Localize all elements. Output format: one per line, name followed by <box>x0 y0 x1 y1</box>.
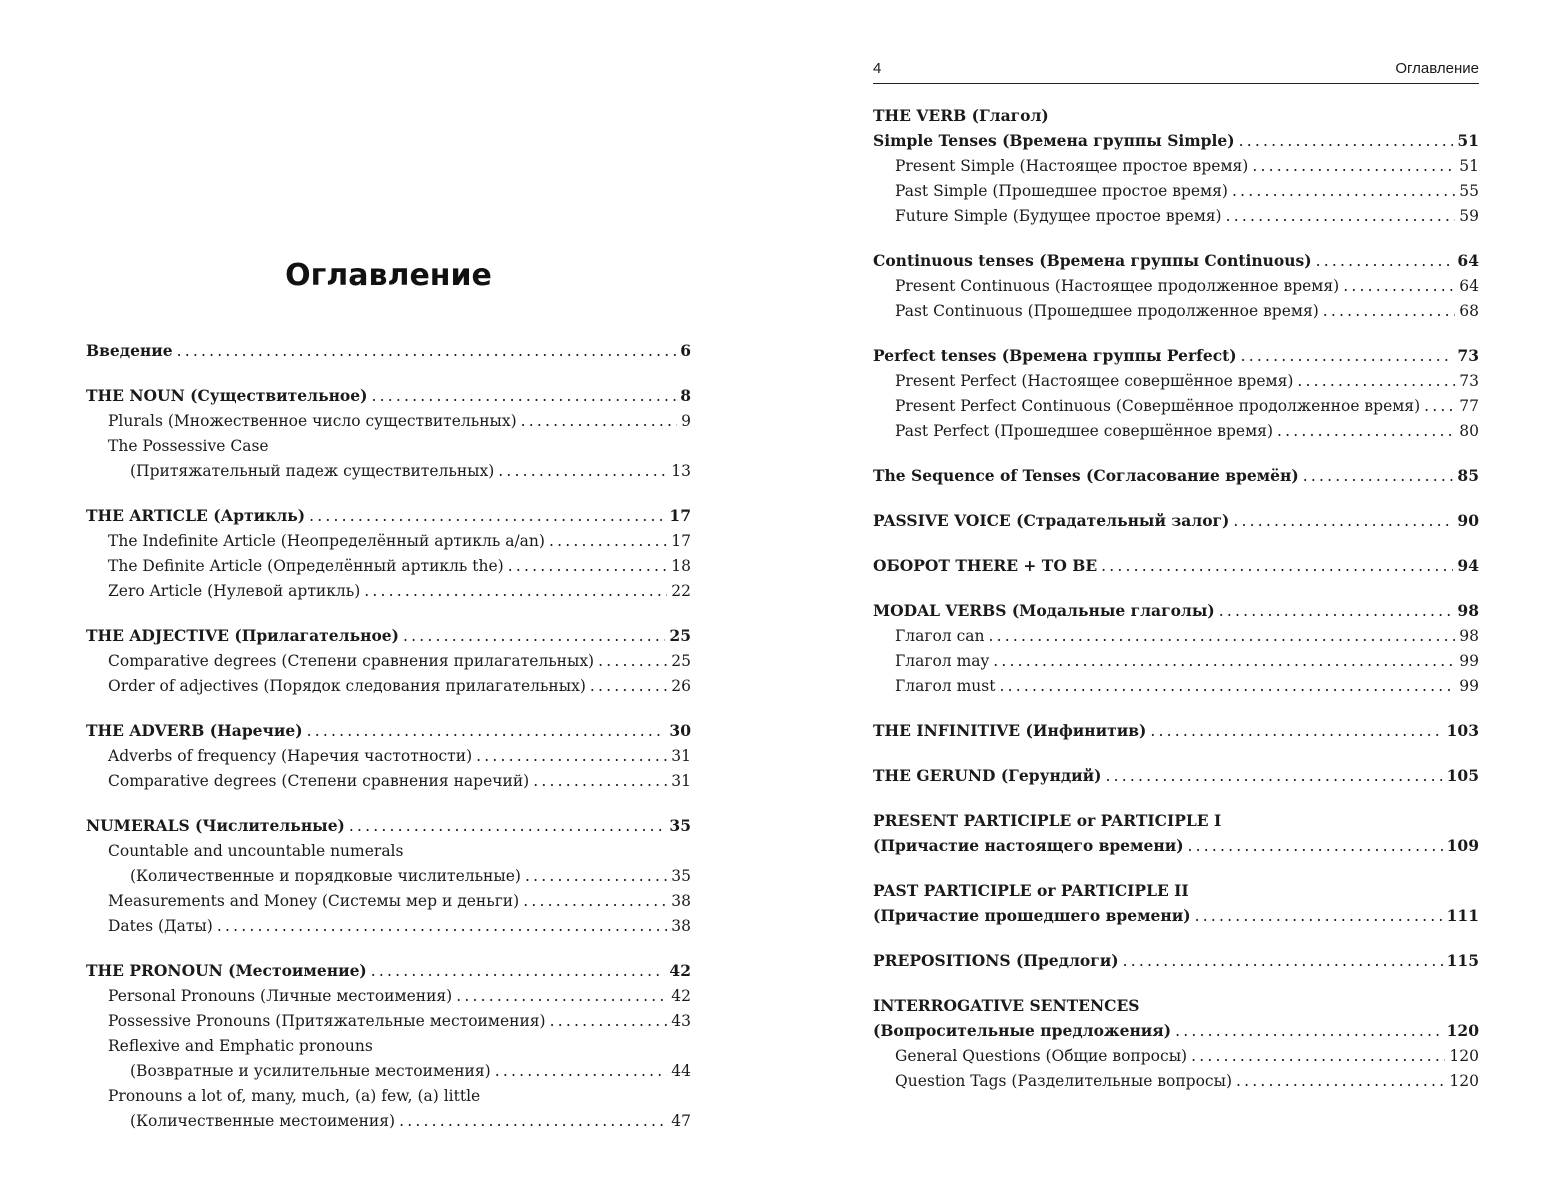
dot-leader <box>550 1009 668 1034</box>
toc-entry-label: Continuous tenses (Времена группы Continuous) <box>873 251 1312 270</box>
dot-leader <box>523 889 667 914</box>
toc-page-number: 115 <box>1446 951 1479 970</box>
toc-entry-label: PRESENT PARTICIPLE or PARTICIPLE I <box>873 811 1222 830</box>
toc-entry-label: Order of adjectives (Порядок следования прилагательных) <box>108 677 586 695</box>
toc-entry[interactable] <box>86 1034 691 1059</box>
toc-list-left <box>86 338 691 1134</box>
toc-page-number: 103 <box>1446 721 1479 740</box>
toc-section[interactable] <box>86 383 691 409</box>
dot-leader <box>456 984 667 1009</box>
toc-page-number: 64 <box>1459 277 1479 295</box>
toc-entry[interactable] <box>86 434 691 459</box>
toc-entry-label: Comparative degrees (Степени сравнения наречий) <box>108 772 530 790</box>
dot-leader <box>1123 949 1443 974</box>
toc-page-number: 111 <box>1446 906 1479 925</box>
toc-page-number: 109 <box>1446 836 1479 855</box>
toc-page-number: 13 <box>671 462 691 480</box>
toc-entry-label: PAST PARTICIPLE or PARTICIPLE II <box>873 881 1189 900</box>
dot-leader <box>1188 834 1443 859</box>
dot-leader <box>1343 274 1455 299</box>
section-gap <box>873 324 1479 343</box>
dot-leader <box>1239 129 1454 154</box>
dot-leader <box>549 529 667 554</box>
toc-section[interactable] <box>873 1018 1479 1044</box>
toc-page-number: 105 <box>1446 766 1479 785</box>
toc-entry-label: Zero Article (Нулевой артикль) <box>108 582 361 600</box>
section-gap <box>873 534 1479 553</box>
toc-entry-label: Reflexive and Emphatic pronouns <box>108 1037 373 1055</box>
dot-leader <box>309 504 665 529</box>
toc-entry[interactable] <box>86 914 691 939</box>
toc-entry-label: THE NOUN (Существительное) <box>86 386 368 405</box>
toc-entry-label: THE PRONOUN (Местоимение) <box>86 961 367 980</box>
dot-leader <box>1233 509 1453 534</box>
dot-leader <box>371 959 666 984</box>
dot-leader <box>1316 249 1454 274</box>
toc-entry-label: The Possessive Case <box>108 437 269 455</box>
toc-entry-label: Plurals (Множественное число существительных) <box>108 412 517 430</box>
dot-leader <box>364 579 667 604</box>
dot-leader <box>495 1059 668 1084</box>
toc-entry[interactable] <box>86 554 691 579</box>
toc-entry-label: Present Continuous (Настоящее продолженное время) <box>895 277 1340 295</box>
dot-leader <box>988 624 1455 649</box>
toc-page-number: 26 <box>671 677 691 695</box>
page-title: Оглавление <box>285 258 492 293</box>
running-title: Оглавление <box>1395 60 1479 77</box>
toc-entry[interactable] <box>873 624 1479 649</box>
section-gap <box>873 229 1479 248</box>
toc-entry[interactable] <box>86 744 691 769</box>
toc-entry-label: Perfect tenses (Времена группы Perfect) <box>873 346 1237 365</box>
toc-entry-label: (Причастие настоящего времени) <box>873 836 1184 855</box>
dot-leader <box>498 459 667 484</box>
dot-leader <box>999 674 1455 699</box>
toc-page-number: 6 <box>680 341 691 360</box>
toc-entry-label: Present Perfect (Настоящее совершённое время) <box>895 372 1294 390</box>
toc-page-number: 31 <box>671 747 691 765</box>
toc-page-number: 55 <box>1459 182 1479 200</box>
dot-leader <box>1191 1044 1445 1069</box>
toc-entry[interactable] <box>86 839 691 864</box>
toc-entry-label: Past Simple (Прошедшее простое время) <box>895 182 1228 200</box>
toc-list-right <box>873 103 1479 1094</box>
dot-leader <box>1106 764 1443 789</box>
toc-entry-label: Future Simple (Будущее простое время) <box>895 207 1222 225</box>
toc-page-number: 73 <box>1459 372 1479 390</box>
dot-leader <box>177 339 677 364</box>
toc-entry-label: MODAL VERBS (Модальные глаголы) <box>873 601 1215 620</box>
dot-leader <box>349 814 666 839</box>
toc-entry[interactable] <box>86 529 691 554</box>
section-gap <box>873 789 1479 808</box>
toc-page-number: 51 <box>1459 157 1479 175</box>
toc-entry[interactable] <box>86 769 691 794</box>
toc-entry-label: Глагол can <box>895 627 985 645</box>
toc-page-number: 120 <box>1449 1072 1479 1090</box>
toc-entry[interactable] <box>86 674 691 699</box>
toc-page-number: 38 <box>671 917 691 935</box>
toc-entry-label: Введение <box>86 341 173 360</box>
toc-section[interactable] <box>86 813 691 839</box>
toc-entry-label: (Притяжательный падеж существительных) <box>130 462 495 480</box>
toc-entry[interactable] <box>873 274 1479 299</box>
dot-leader <box>508 554 668 579</box>
right-page <box>782 0 1564 1201</box>
toc-entry[interactable] <box>873 204 1479 229</box>
toc-entry[interactable] <box>86 579 691 604</box>
toc-entry[interactable] <box>86 459 691 484</box>
toc-entry-label: ОБОРОТ THERE + TO BE <box>873 556 1098 575</box>
toc-page-number: 77 <box>1459 397 1479 415</box>
toc-entry-label: THE GERUND (Герундий) <box>873 766 1102 785</box>
toc-page-number: 120 <box>1449 1047 1479 1065</box>
toc-section[interactable] <box>873 128 1479 154</box>
toc-entry-label: (Возвратные и усилительные местоимения) <box>130 1062 491 1080</box>
running-header <box>873 57 1479 84</box>
toc-page-number: 8 <box>680 386 691 405</box>
toc-page-number: 98 <box>1459 627 1479 645</box>
toc-page-number: 25 <box>669 626 691 645</box>
toc-section[interactable] <box>873 903 1479 929</box>
toc-entry-label: General Questions (Общие вопросы) <box>895 1047 1188 1065</box>
dot-leader <box>598 649 667 674</box>
dot-leader <box>1236 1069 1445 1094</box>
toc-entry[interactable] <box>86 1084 691 1109</box>
toc-entry-label: Глагол may <box>895 652 990 670</box>
toc-entry-label: Question Tags (Разделительные вопросы) <box>895 1072 1232 1090</box>
toc-entry-label: Personal Pronouns (Личные местоимения) <box>108 987 453 1005</box>
dot-leader <box>1303 464 1454 489</box>
toc-entry-label: Present Perfect Continuous (Совершённое продолженное время) <box>895 397 1421 415</box>
toc-entry-label: Past Continuous (Прошедшее продолженное время) <box>895 302 1319 320</box>
toc-page-number: 35 <box>669 816 691 835</box>
toc-page-number: 59 <box>1459 207 1479 225</box>
toc-entry[interactable] <box>873 649 1479 674</box>
section-gap <box>873 444 1479 463</box>
toc-section[interactable] <box>873 833 1479 859</box>
toc-section[interactable] <box>86 503 691 529</box>
toc-entry-label: Глагол must <box>895 677 996 695</box>
toc-entry[interactable] <box>86 984 691 1009</box>
section-gap <box>86 939 691 958</box>
section-gap <box>873 744 1479 763</box>
dot-leader <box>521 409 677 434</box>
section-gap <box>873 489 1479 508</box>
toc-entry-label: Simple Tenses (Времена группы Simple) <box>873 131 1235 150</box>
toc-page-number: 18 <box>671 557 691 575</box>
toc-page-number: 85 <box>1457 466 1479 485</box>
toc-entry[interactable] <box>873 154 1479 179</box>
toc-entry-label: THE INFINITIVE (Инфинитив) <box>873 721 1147 740</box>
toc-entry[interactable] <box>873 419 1479 444</box>
toc-entry-label: INTERROGATIVE SENTENCES <box>873 996 1140 1015</box>
toc-entry[interactable] <box>873 674 1479 699</box>
toc-entry-label: Adverbs of frequency (Наречия частотности) <box>108 747 473 765</box>
toc-section[interactable] <box>873 878 1479 903</box>
toc-entry-label: THE VERB (Глагол) <box>873 106 1049 125</box>
toc-entry-label: PASSIVE VOICE (Страдательный залог) <box>873 511 1230 530</box>
toc-entry-label: The Indefinite Article (Неопределённый артикль a/an) <box>108 532 545 550</box>
toc-page-number: 73 <box>1457 346 1479 365</box>
section-gap <box>873 929 1479 948</box>
toc-entry[interactable] <box>873 1044 1479 1069</box>
toc-entry[interactable] <box>873 394 1479 419</box>
toc-page-number: 22 <box>671 582 691 600</box>
dot-leader <box>371 384 676 409</box>
toc-entry[interactable] <box>86 409 691 434</box>
toc-page-number: 42 <box>671 987 691 1005</box>
section-gap <box>86 604 691 623</box>
toc-entry[interactable] <box>86 1109 691 1134</box>
toc-page-number: 35 <box>671 867 691 885</box>
toc-entry[interactable] <box>873 299 1479 324</box>
dot-leader <box>1175 1019 1443 1044</box>
toc-page-number: 99 <box>1459 652 1479 670</box>
toc-entry-label: Dates (Даты) <box>108 917 213 935</box>
toc-page-number: 68 <box>1459 302 1479 320</box>
toc-page-number: 25 <box>671 652 691 670</box>
dot-leader <box>1252 154 1455 179</box>
dot-leader <box>1424 394 1455 419</box>
dot-leader <box>533 769 667 794</box>
toc-page-number: 9 <box>681 412 691 430</box>
toc-page-number: 17 <box>671 532 691 550</box>
toc-entry[interactable] <box>873 1069 1479 1094</box>
toc-section[interactable] <box>873 718 1479 744</box>
section-gap <box>873 974 1479 993</box>
toc-entry-label: Measurements and Money (Системы мер и деньги) <box>108 892 520 910</box>
toc-entry-label: The Definite Article (Определённый артикль the) <box>108 557 504 575</box>
toc-section[interactable] <box>873 508 1479 534</box>
toc-section[interactable] <box>86 958 691 984</box>
dot-leader <box>1232 179 1455 204</box>
toc-entry-label: (Количественные и порядковые числительные) <box>130 867 521 885</box>
toc-entry-label: THE ADVERB (Наречие) <box>86 721 303 740</box>
toc-page-number: 30 <box>669 721 691 740</box>
toc-entry-label: NUMERALS (Числительные) <box>86 816 345 835</box>
toc-page-number: 80 <box>1459 422 1479 440</box>
toc-page-number: 38 <box>671 892 691 910</box>
toc-section[interactable] <box>873 763 1479 789</box>
dot-leader <box>1323 299 1455 324</box>
toc-entry[interactable] <box>86 1059 691 1084</box>
dot-leader <box>1101 554 1453 579</box>
dot-leader <box>1219 599 1454 624</box>
toc-entry[interactable] <box>873 369 1479 394</box>
toc-section[interactable] <box>873 343 1479 369</box>
toc-section[interactable] <box>873 103 1479 128</box>
section-gap <box>86 364 691 383</box>
dot-leader <box>993 649 1455 674</box>
page-number: 4 <box>873 60 882 77</box>
toc-section[interactable] <box>873 553 1479 579</box>
toc-entry-label: THE ARTICLE (Артикль) <box>86 506 306 525</box>
toc-entry-label: Possessive Pronouns (Притяжательные местоимения) <box>108 1012 546 1030</box>
toc-entry-label: PREPOSITIONS (Предлоги) <box>873 951 1119 970</box>
toc-page-number: 43 <box>671 1012 691 1030</box>
toc-section[interactable] <box>86 338 691 364</box>
toc-entry[interactable] <box>86 864 691 889</box>
toc-page-number: 44 <box>671 1062 691 1080</box>
section-gap <box>86 699 691 718</box>
dot-leader <box>1195 904 1443 929</box>
dot-leader <box>1277 419 1455 444</box>
toc-entry-label: Past Perfect (Прошедшее совершённое время) <box>895 422 1273 440</box>
toc-section[interactable] <box>86 623 691 649</box>
toc-entry-label: (Вопросительные предложения) <box>873 1021 1172 1040</box>
toc-section[interactable] <box>873 808 1479 833</box>
toc-page-number: 90 <box>1457 511 1479 530</box>
toc-page-number: 120 <box>1446 1021 1479 1040</box>
toc-page-number: 17 <box>669 506 691 525</box>
toc-section[interactable] <box>873 598 1479 624</box>
section-gap <box>86 794 691 813</box>
dot-leader <box>399 1109 667 1134</box>
section-gap <box>873 579 1479 598</box>
toc-page-number: 42 <box>669 961 691 980</box>
dot-leader <box>590 674 667 699</box>
toc-section[interactable] <box>873 463 1479 489</box>
toc-page-number: 31 <box>671 772 691 790</box>
toc-page-number: 99 <box>1459 677 1479 695</box>
section-gap <box>873 859 1479 878</box>
dot-leader <box>1297 369 1455 394</box>
toc-entry-label: Comparative degrees (Степени сравнения прилагательных) <box>108 652 595 670</box>
dot-leader <box>525 864 667 889</box>
dot-leader <box>1150 719 1442 744</box>
toc-page-number: 47 <box>671 1112 691 1130</box>
dot-leader <box>217 914 667 939</box>
section-gap <box>86 484 691 503</box>
toc-section[interactable] <box>86 718 691 744</box>
toc-entry[interactable] <box>873 179 1479 204</box>
toc-entry-label: Countable and uncountable numerals <box>108 842 404 860</box>
toc-entry-label: THE ADJECTIVE (Прилагательное) <box>86 626 399 645</box>
toc-section[interactable] <box>873 993 1479 1018</box>
toc-entry[interactable] <box>86 889 691 914</box>
toc-section[interactable] <box>873 948 1479 974</box>
dot-leader <box>476 744 667 769</box>
dot-leader <box>1226 204 1456 229</box>
toc-page-number: 98 <box>1457 601 1479 620</box>
toc-entry[interactable] <box>86 1009 691 1034</box>
dot-leader <box>403 624 665 649</box>
toc-entry-label: (Причастие прошедшего времени) <box>873 906 1191 925</box>
toc-entry[interactable] <box>86 649 691 674</box>
toc-page-number: 94 <box>1457 556 1479 575</box>
toc-entry-label: Pronouns a lot of, many, much, (a) few, (a) little <box>108 1087 481 1105</box>
toc-entry-label: (Количественные местоимения) <box>130 1112 396 1130</box>
toc-entry-label: Present Simple (Настоящее простое время) <box>895 157 1249 175</box>
section-gap <box>873 699 1479 718</box>
toc-section[interactable] <box>873 248 1479 274</box>
dot-leader <box>1241 344 1454 369</box>
toc-page-number: 64 <box>1457 251 1479 270</box>
dot-leader <box>307 719 666 744</box>
toc-page-number: 51 <box>1457 131 1479 150</box>
toc-entry-label: The Sequence of Tenses (Согласование времён) <box>873 466 1299 485</box>
